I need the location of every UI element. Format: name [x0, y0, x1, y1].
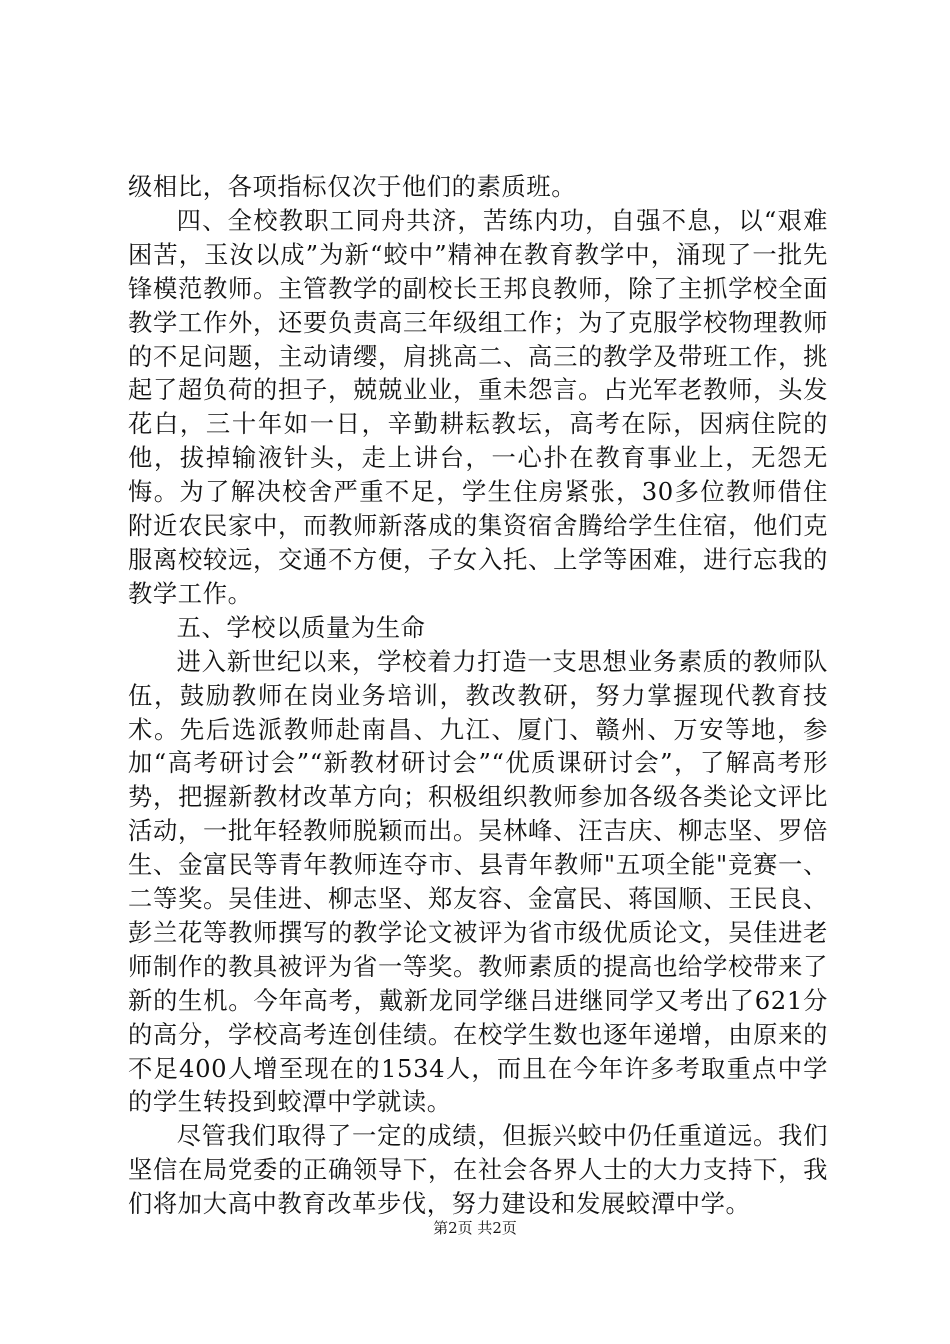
- document-body: [128, 170, 828, 1221]
- paragraph-section-four: 四、全校教职工同舟共济，苦练内功，自强不息，以“艰难困苦，玉汝以成”为新“蛟中”精神在教育教学中，涌现了一批先锋模范教师。主管教学的副校长王邦良教师，除了主抓学校全面教学工作外，还要负责高三年级组工作；为了克服学校物理教师的不足问题，主动请缨，肩挑高二、高三的教学及带班工作，挑起了超负荷的担子，兢兢业业，重未怨言。占光军老教师，头发花白，三十年如一日，辛勤耕耘教坛，高考在际，因病住院的他，拔掉输液针头，走上讲台，一心扑在教育事业上，无怨无悔。为了解决校舍严重不足，学生住房紧张，30多位教师借住附近农民家中，而教师新落成的集资宿舍腾给学生住宿，他们克服离校较远，交通不方便，子女入托、上学等困难，进行忘我的教学工作。: [128, 205, 828, 608]
- paragraph-section-five: 进入新世纪以来，学校着力打造一支思想业务素质的教师队伍，鼓励教师在岗业务培训，教改教研，努力掌握现代教育技术。先后选派教师赴南昌、九江、厦门、赣州、万安等地，参加“高考研讨会”“新教材研讨会”“优质课研讨会”，了解高考形势，把握新教材改革方向；积极组织教师参加各级各类论文评比活动，一批年轻教师脱颖而出。吴林峰、汪吉庆、柳志坚、罗倍生、金富民等青年教师连夺市、县青年教师"五项全能"竞赛一、二等奖。吴佳进、柳志坚、郑友容、金富民、蒋国顺、王民良、彭兰花等教师撰写的教学论文被评为省市级优质论文，吴佳进老师制作的教具被评为省一等奖。教师素质的提高也给学校带来了新的生机。今年高考，戴新龙同学继吕进继同学又考出了621分的高分，学校高考连创佳绩。在校学生数也逐年递增，由原来的不足400人增至现在的1534人，而且在今年许多考取重点中学的学生转投到蛟潭中学就读。: [128, 646, 828, 1117]
- page-number-footer: 第2页 共2页: [433, 1219, 517, 1237]
- section-heading-five: 五、学校以质量为生命: [176, 612, 426, 642]
- paragraph-continuation: 级相比，各项指标仅次于他们的素质班。: [128, 172, 577, 201]
- paragraph-conclusion: 尽管我们取得了一定的成绩，但振兴蛟中仍任重道远。我们坚信在局党委的正确领导下，在社会各界人士的大力支持下，我们将加大高中教育改革步伐，努力建设和发展蛟潭中学。: [128, 1121, 828, 1219]
